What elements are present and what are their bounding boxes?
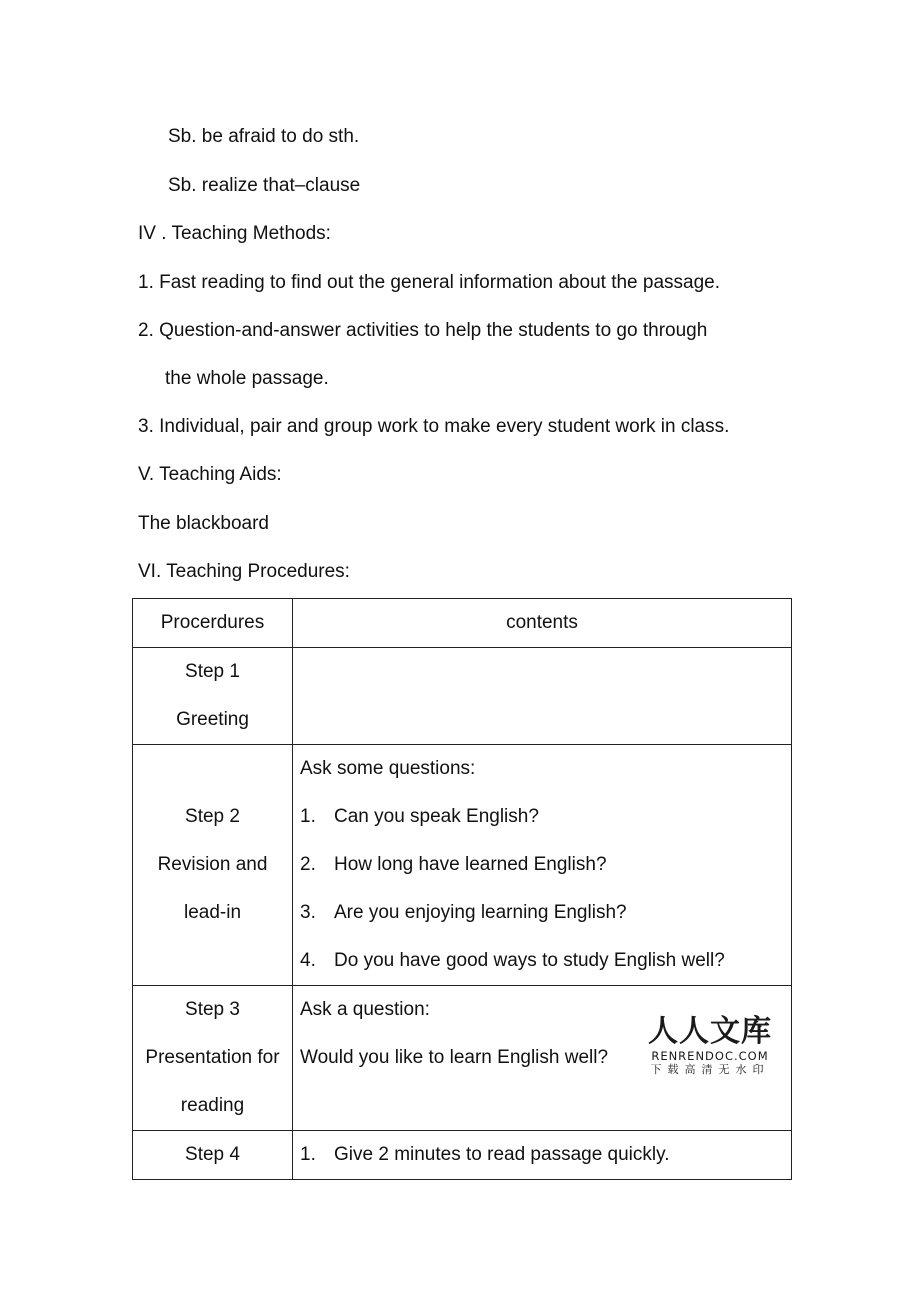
step4-item-1 [300, 1131, 791, 1179]
method-item-1: 1. Fast reading to find out the general information about the passage. [138, 272, 720, 293]
step2-title-line1: Revision and [157, 854, 268, 875]
step3-title-line2: reading [180, 1095, 245, 1116]
intro-line-afraid: Sb. be afraid to do sth. [168, 126, 360, 147]
methods-heading: IV . Teaching Methods: [138, 223, 331, 244]
step2-cell [133, 745, 293, 986]
header-contents-label: contents [506, 612, 578, 633]
step2-question-4 [300, 937, 791, 985]
step3-intro: Ask a question: [300, 999, 430, 1020]
step4-item-1-text: Give 2 minutes to read passage quickly. [334, 1144, 670, 1165]
intro-line-realize: Sb. realize that–clause [168, 175, 361, 196]
step3-question: Would you like to learn English well? [300, 1047, 609, 1068]
step2-question-1 [300, 793, 791, 841]
header-procedures-label: Procerdures [160, 612, 265, 633]
step2-question-4-number: 4. [300, 950, 316, 971]
step4-item-1-number: 1. [300, 1144, 316, 1165]
step2-label: Step 2 [185, 806, 240, 827]
step2-intro: Ask some questions: [300, 758, 476, 779]
watermark-logo [646, 1015, 774, 1077]
watermark-title: 人人文库 [648, 1014, 772, 1049]
watermark-subtitle: 下载高清无水印 [650, 1063, 770, 1076]
method-item-2: 2. Question-and-answer activities to help the students to go through [138, 320, 708, 341]
aids-heading: V. Teaching Aids: [138, 464, 282, 485]
step4-label: Step 4 [185, 1144, 240, 1165]
step3-label: Step 3 [185, 999, 240, 1020]
procedures-table [132, 598, 792, 1180]
step3-cell [133, 986, 293, 1131]
method-item-2-continued: the whole passage. [165, 368, 329, 389]
step2-contents-cell [293, 745, 792, 986]
watermark-domain: RENRENDOC.COM [651, 1049, 769, 1063]
table-row-step1 [133, 648, 792, 745]
step3-title-line1: Presentation for [145, 1047, 280, 1068]
table-row-step4 [133, 1131, 792, 1180]
step1-contents-cell [293, 648, 792, 745]
step2-question-1-text: Can you speak English? [334, 806, 539, 827]
step1-label: Step 1 [185, 661, 240, 682]
step2-question-3 [300, 889, 791, 937]
step1-title: Greeting [176, 709, 249, 730]
step2-question-2-number: 2. [300, 854, 316, 875]
step2-question-3-text: Are you enjoying learning English? [334, 902, 627, 923]
step2-question-3-number: 3. [300, 902, 316, 923]
step2-question-2 [300, 841, 791, 889]
header-cell-contents [293, 599, 792, 648]
step2-question-1-number: 1. [300, 806, 316, 827]
step1-cell [133, 648, 293, 745]
step4-cell [133, 1131, 293, 1180]
table-row-step2 [133, 745, 792, 986]
step2-question-4-text: Do you have good ways to study English well? [334, 950, 725, 971]
procedures-heading: VI. Teaching Procedures: [138, 561, 350, 582]
table-header-row [133, 599, 792, 648]
step2-title-line2: lead-in [183, 902, 242, 923]
aids-text: The blackboard [138, 513, 269, 534]
header-cell-procedures [133, 599, 293, 648]
method-item-3: 3. Individual, pair and group work to make every student work in class. [138, 416, 730, 437]
step4-contents-cell [293, 1131, 792, 1180]
step2-question-2-text: How long have learned English? [334, 854, 607, 875]
